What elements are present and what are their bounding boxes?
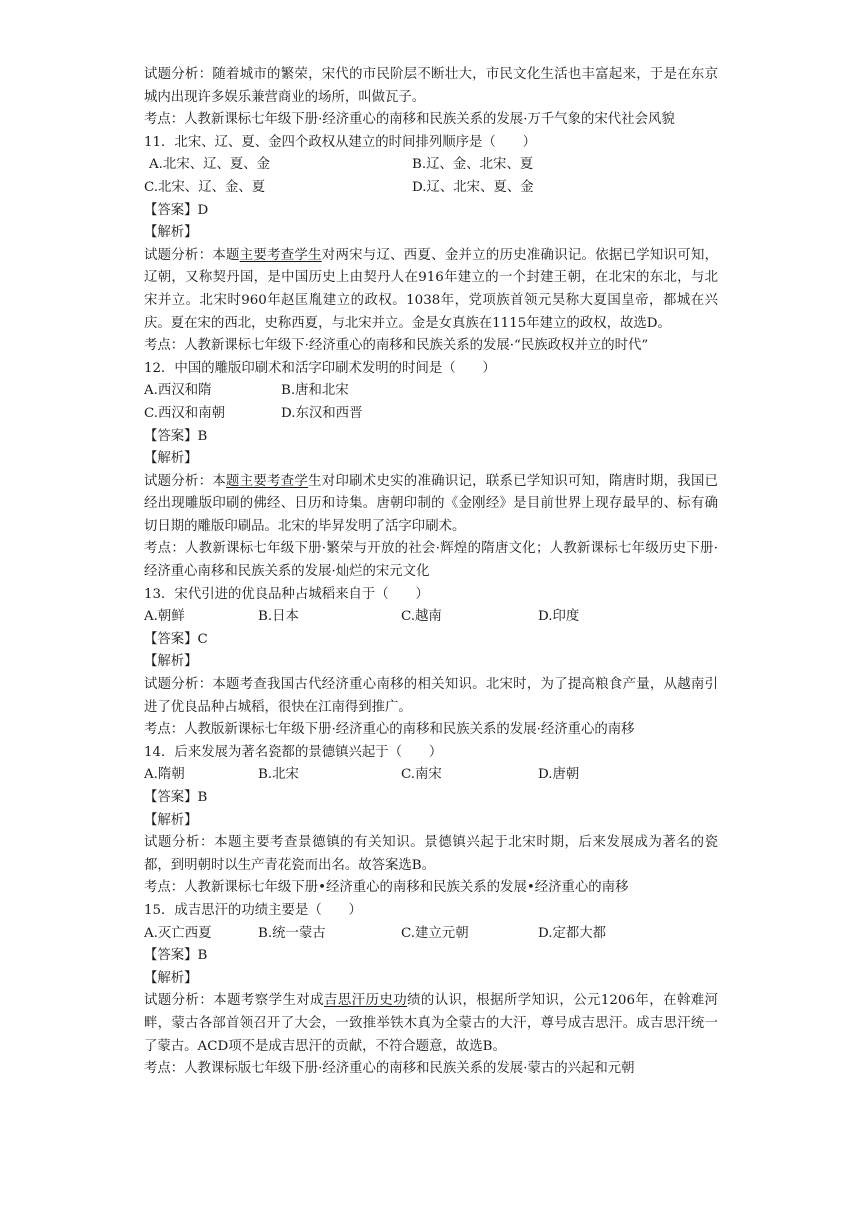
analysis-paragraph: 试题分析：本题主要考查学生对印刷术史实的准确识记，联系已学知识可知，隋唐时期，我国已经出现雕版印刷的佛经、日历和诗集。唐朝印制的《金刚经》是目前世界上现存最早的、标有确切日期的雕版印刷品。北宋的毕昇发明了活字印刷术。: [144, 473, 719, 534]
question-13: 13．宋代引进的优良品种占城稻来自于（ ）: [144, 586, 429, 602]
option-c: C.西汉和南朝: [144, 405, 225, 421]
option-c: C.越南: [401, 609, 442, 625]
options-row: [144, 154, 718, 177]
option-a: A.隋朝: [144, 767, 185, 783]
jiexi-label: 【解析】: [144, 225, 198, 241]
options-row: [144, 177, 718, 200]
option-d: D.东汉和西晋: [281, 405, 363, 421]
document-page: [144, 64, 718, 1081]
option-d: D.定都大都: [538, 925, 607, 941]
kaodian-paragraph: 考点：人教新课标七年级下册·繁荣与开放的社会·辉煌的隋唐文化；人教新课标七年级历史下册·经济重心南移和民族关系的发展·灿烂的宋元文化: [144, 541, 718, 580]
option-b: B.统一蒙古: [258, 925, 326, 941]
option-b: B.辽、金、北宋、夏: [412, 157, 534, 173]
answer-label: 【答案】B: [144, 790, 208, 805]
analysis-paragraph: 试题分析：本题考察学生对成吉思汗历史功绩的认识，根据所学知识，公元1206年，在斡难河畔，蒙古各部首领召开了大会，一致推举铁木真为全蒙古的大汗，尊号成吉思汗。成吉思汗统一了蒙古。ACD项不是成吉思汗的贡献，不符合题意，故选B。: [144, 993, 719, 1054]
question-14: 14．后来发展为著名瓷都的景德镇兴起于（ ）: [144, 744, 443, 760]
kaodian-paragraph: 考点：人教新课标七年级下册·经济重心的南移和民族关系的发展·万千气象的宋代社会风貌: [144, 112, 675, 128]
option-c: C.北宋、辽、金、夏: [144, 179, 266, 195]
analysis-paragraph: 试题分析：随着城市的繁荣，宋代的市民阶层不断壮大，市民文化生活也丰富起来，于是在东京城内出现许多娱乐兼营商业的场所，叫做瓦子。: [144, 67, 718, 105]
option-a: A.北宋、辽、夏、金: [149, 157, 271, 173]
question-15: 15．成吉思汗的功绩主要是（ ）: [144, 902, 362, 918]
kaodian-paragraph: 考点：人教新课标七年级下册•经济重心的南移和民族关系的发展•经济重心的南移: [144, 880, 629, 896]
answer-label: 【答案】C: [144, 631, 208, 647]
kaodian-paragraph: 考点：人教新课标七年级下·经济重心的南移和民族关系的发展·“民族政权并立的时代”: [144, 338, 649, 354]
option-a: A.西汉和隋: [144, 383, 212, 399]
option-d: D.辽、北宋、夏、金: [412, 179, 534, 195]
option-b: B.唐和北宋: [281, 383, 349, 399]
answer-label: 【答案】B: [144, 948, 208, 964]
answer-label: 【答案】D: [144, 202, 209, 218]
analysis-paragraph: 试题分析：本题主要考查学生对两宋与辽、西夏、金并立的历史准确识记。依据已学知识可知，辽朝，又称契丹国，是中国历史上由契丹人在916年建立的一个封建王朝，在北宋的东北，与北宋并立。北宋时960年赵匡胤建立的政权。1038年，党项族首领元昊称大夏国皇帝，都城在兴庆。夏在宋的西北，史称西夏，与北宋并立。金是女真族在1115年建立的政权，故选D。: [144, 247, 719, 331]
question-12: 12．中国的雕版印刷术和活字印刷术发明的时间是（ ）: [144, 360, 496, 376]
option-b: B.北宋: [258, 767, 299, 783]
options-row: [144, 403, 718, 426]
option-d: D.唐朝: [538, 767, 580, 783]
underlined-phrase: 题主要考查学: [226, 473, 309, 489]
option-a: A.朝鲜: [144, 609, 185, 625]
answer-label: 【答案】B: [144, 428, 208, 444]
jiexi-label: 【解析】: [144, 812, 198, 828]
options-row: [144, 923, 718, 946]
underlined-phrase: 主要考查学生: [239, 247, 322, 263]
option-b: B.日本: [258, 609, 299, 625]
options-row: [144, 380, 718, 403]
jiexi-label: 【解析】: [144, 654, 198, 670]
kaodian-paragraph: 考点：人教版新课标七年级下册·经济重心的南移和民族关系的发展·经济重心的南移: [144, 722, 635, 738]
question-11: 11．北宋、辽、夏、金四个政权从建立的时间排列顺序是（ ）: [144, 134, 536, 150]
option-c: C.南宋: [401, 767, 442, 783]
option-c: C.建立元朝: [401, 925, 469, 941]
options-row: [144, 606, 718, 629]
jiexi-label: 【解析】: [144, 451, 198, 467]
option-d: D.印度: [538, 609, 580, 625]
kaodian-paragraph: 考点：人教课标版七年级下册·经济重心的南移和民族关系的发展·蒙古的兴起和元朝: [144, 1061, 635, 1077]
jiexi-label: 【解析】: [144, 970, 198, 986]
option-a: A.灭亡西夏: [144, 925, 212, 941]
underlined-phrase: 吉思汗历史功: [323, 993, 408, 1009]
options-row: [144, 764, 718, 787]
analysis-paragraph: 试题分析：本题考查我国古代经济重心南移的相关知识。北宋时，为了提高粮食产量，从越南引进了优良品种占城稻，很快在江南得到推广。: [144, 677, 718, 715]
analysis-paragraph: 试题分析：本题主要考查景德镇的有关知识。景德镇兴起于北宋时期，后来发展成为著名的瓷都，到明朝时以生产青花瓷而出名。故答案选B。: [144, 835, 718, 873]
